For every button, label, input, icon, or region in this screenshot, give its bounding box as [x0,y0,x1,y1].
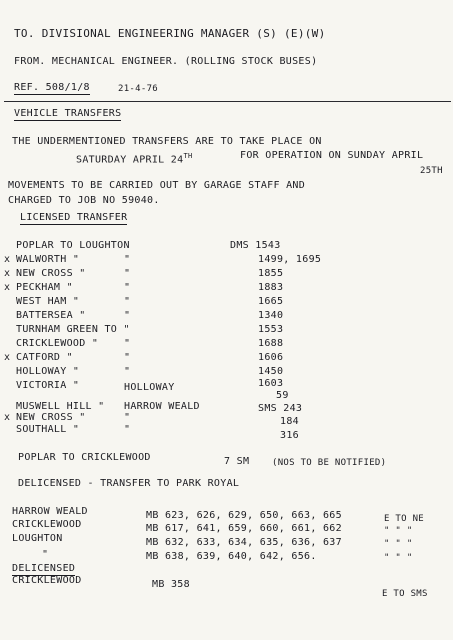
row-from: CATFORD " [16,352,73,363]
intro-line-3: FOR OPERATION ON SUNDAY APRIL [240,150,424,161]
row-number: 59 [276,390,289,401]
row-number: 1553 [258,324,284,335]
row-number: 1603 [258,378,284,389]
licensed-heading: LICENSED TRANSFER [20,212,128,223]
row-numbers: MB 632, 633, 634, 635, 636, 637 [146,537,342,548]
memo-date: 21-4-76 [118,84,159,94]
row-note: " " " [384,526,413,536]
row-mark: x [4,352,11,363]
row-from: HARROW WEALD [12,506,88,517]
row-mark: x [4,412,11,423]
row-dest: " [124,412,131,423]
row-from: LOUGHTON [12,533,63,544]
row-dest: " [124,424,131,435]
row-number: 1688 [258,338,284,349]
row-numbers: MB 617, 641, 659, 660, 661, 662 [146,523,342,534]
row-number: 1499, 1695 [258,254,322,265]
delicensed-heading: DELICENSED [12,563,76,574]
row-from: BATTERSEA " [16,310,86,321]
row-from: WALWORTH " [16,254,80,265]
poplar-cricklewood-line: POPLAR TO CRICKLEWOOD [18,452,151,463]
row-number: 184 [280,416,299,427]
delicensed-from: CRICKLEWOOD [12,575,82,586]
ref-line: REF. 508/1/8 [14,82,90,93]
header-divider [4,101,451,102]
delicensed-note: E TO SMS [382,589,428,599]
row-dest: " [124,296,131,307]
row-number: DMS 1543 [230,240,281,251]
row-dest: " [124,366,131,377]
row-from: NEW CROSS " [16,268,86,279]
row-from: TURNHAM GREEN TO " [16,324,130,335]
row-dest: HARROW WEALD [124,401,200,412]
row-number: 1665 [258,296,284,307]
row-numbers: MB 638, 639, 640, 642, 656. [146,551,317,562]
to-line: TO. DIVISIONAL ENGINEERING MANAGER (S) (E)(W) [14,27,326,40]
row-number: 1883 [258,282,284,293]
row-mark: x [4,254,11,265]
row-number: 1450 [258,366,284,377]
row-from: CRICKLEWOOD " [16,338,99,349]
row-from: " [42,549,49,560]
row-from: NEW CROSS " [16,412,86,423]
row-number: 1340 [258,310,284,321]
row-dest: " [124,338,131,349]
row-dest: " [124,282,131,293]
row-from: SOUTHALL " [16,424,80,435]
row-number: 316 [280,430,299,441]
row-number: 1855 [258,268,284,279]
row-note: " " " [384,553,413,563]
intro-line-2: SATURDAY APRIL 24TH [76,152,193,166]
row-from: HOLLOWAY " [16,366,80,377]
row-from: POPLAR TO LOUGHTON [16,240,130,251]
row-note: E TO NE [384,514,425,524]
row-dest: " [124,310,131,321]
from-line: FROM. MECHANICAL ENGINEER. (ROLLING STOCK BUSES) [14,56,318,67]
row-mark: x [4,268,11,279]
subject-heading: VEHICLE TRANSFERS [14,108,122,119]
intro-sunday-date: 25TH [420,166,443,176]
row-from: WEST HAM " [16,296,80,307]
row-dest: " [124,254,131,265]
delicensed-transfer-heading: DELICENSED - TRANSFER TO PARK ROYAL [18,478,240,489]
poplar-cricklewood-qty: 7 SM [224,456,250,467]
row-numbers: MB 623, 626, 629, 650, 663, 665 [146,510,342,521]
row-from: CRICKLEWOOD [12,519,82,530]
row-dest: HOLLOWAY [124,382,175,393]
movements-line-2: CHARGED TO JOB NO 59040. [8,195,160,206]
row-note: " " " [384,539,413,549]
row-from: PECKHAM " [16,282,73,293]
row-number: SMS 243 [258,403,303,414]
row-mark: x [4,282,11,293]
row-from: MUSWELL HILL " [16,401,105,412]
movements-line-1: MOVEMENTS TO BE CARRIED OUT BY GARAGE STAFF AND [8,180,306,191]
poplar-cricklewood-note: (NOS TO BE NOTIFIED) [272,458,387,468]
delicensed-number: MB 358 [152,579,190,590]
intro-line-1: THE UNDERMENTIONED TRANSFERS ARE TO TAKE PLACE ON [12,136,322,147]
row-dest: " [124,268,131,279]
row-number: 1606 [258,352,284,363]
row-dest: " [124,352,131,363]
row-from: VICTORIA " [16,380,80,391]
